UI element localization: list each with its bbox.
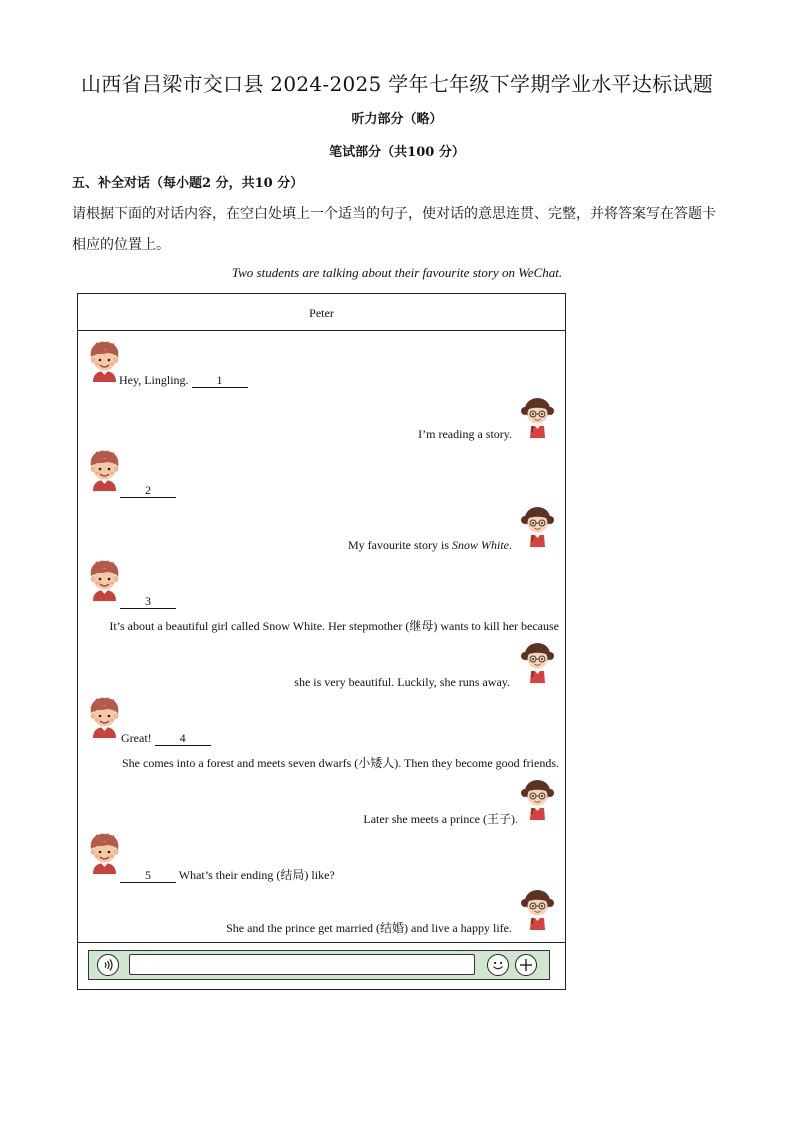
chat-message-3 bbox=[120, 483, 176, 498]
girl-avatar bbox=[519, 888, 555, 930]
message-text: Hey, Lingling. bbox=[119, 373, 192, 387]
girl-avatar bbox=[519, 505, 555, 547]
page-title: 山西省吕梁市交口县 2024-2025 学年七年级下学期学业水平达标试题 bbox=[80, 72, 714, 96]
message-punct: . bbox=[509, 538, 512, 552]
answer-blank-5[interactable]: 5 bbox=[120, 869, 176, 883]
chat-message-9 bbox=[120, 866, 335, 883]
section-heading: 五、补全对话（每小题2 分，共10 分） bbox=[72, 176, 304, 191]
chat-toolbar bbox=[78, 942, 565, 989]
chat-message-8-line1: She comes into a forest and meets seven dwarfs (小矮人). Then they become good friends. bbox=[122, 756, 559, 770]
listening-subtitle: 听力部分（略） bbox=[351, 112, 443, 127]
boy-avatar bbox=[86, 832, 122, 874]
girl-avatar bbox=[519, 641, 555, 683]
input-bar bbox=[88, 950, 550, 980]
answer-blank-4[interactable]: 4 bbox=[155, 732, 211, 746]
answer-blank-1[interactable]: 1 bbox=[192, 374, 248, 388]
chat-message-5 bbox=[120, 594, 176, 609]
message-text: My favourite story is bbox=[348, 538, 452, 552]
message-input[interactable] bbox=[129, 954, 475, 975]
voice-icon[interactable] bbox=[97, 954, 119, 976]
chat-window bbox=[77, 293, 566, 990]
girl-avatar bbox=[519, 778, 555, 820]
boy-avatar bbox=[86, 696, 122, 738]
chat-message-4 bbox=[348, 538, 512, 553]
chat-message-6-line1: It’s about a beautiful girl called Snow White. Her stepmother (继母) wants to kill her because bbox=[109, 619, 559, 633]
message-text: Great! bbox=[121, 731, 155, 745]
story-title: Snow White bbox=[452, 538, 509, 552]
chat-contact-name: Peter bbox=[78, 294, 565, 331]
chat-message-10: She and the prince get married (结婚) and live a happy life. bbox=[226, 921, 512, 935]
answer-blank-3[interactable]: 3 bbox=[120, 595, 176, 609]
section-instruction: 请根据下面的对话内容，在空白处填上一个适当的句子，使对话的意思连贯、完整，并将答案写在答题卡相应的位置上。 bbox=[72, 206, 716, 253]
answer-blank-2[interactable]: 2 bbox=[120, 484, 176, 498]
chat-message-2: I’m reading a story. bbox=[418, 427, 512, 441]
message-text: What’s their ending (结局) like? bbox=[176, 868, 335, 882]
chat-message-7 bbox=[121, 731, 211, 746]
chat-message-6-line2: she is very beautiful. Luckily, she runs away. bbox=[294, 675, 510, 689]
girl-avatar bbox=[519, 396, 555, 438]
dialogue-caption: Two students are talking about their favourite story on WeChat. bbox=[231, 265, 563, 280]
chat-message-1 bbox=[119, 373, 248, 388]
chat-message-8-line2: Later she meets a prince (王子). bbox=[363, 812, 518, 826]
boy-avatar bbox=[86, 340, 122, 382]
writing-subtitle: 笔试部分（共100 分） bbox=[329, 145, 465, 160]
smiley-icon[interactable] bbox=[487, 954, 509, 976]
boy-avatar bbox=[86, 559, 122, 601]
boy-avatar bbox=[86, 449, 122, 491]
plus-icon[interactable] bbox=[515, 954, 537, 976]
